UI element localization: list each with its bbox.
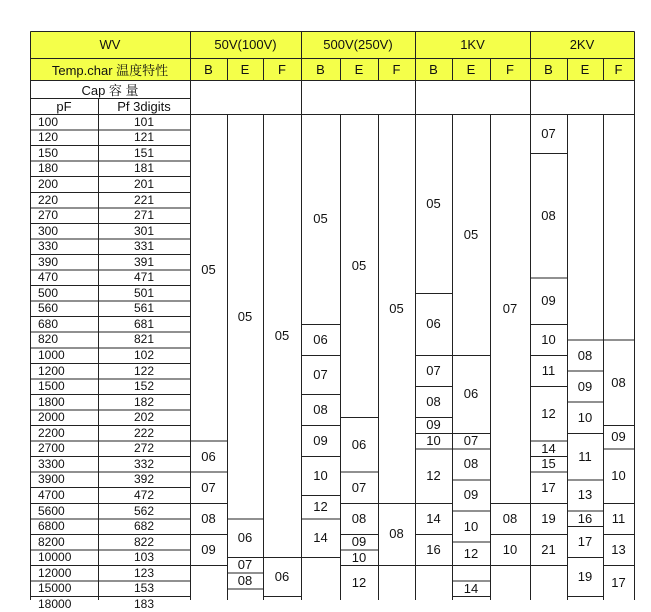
char-header-2: F — [263, 58, 301, 80]
code-cell: 07 — [351, 479, 367, 495]
code-cell: 10 — [313, 468, 328, 484]
code-cell: 09 — [577, 378, 593, 394]
code-value: 202 — [133, 410, 155, 425]
code-cell — [190, 565, 227, 600]
code-cell: 10 — [426, 433, 441, 449]
voltage-header-1: 500V(250V) — [301, 31, 415, 58]
code-cell: 07 — [426, 363, 441, 379]
pf-value: 200 — [38, 176, 59, 191]
code-cell: 09 — [541, 293, 556, 309]
pf-value: 2000 — [38, 410, 65, 425]
code-value: 821 — [133, 332, 155, 347]
code-cell — [567, 596, 603, 600]
code-cell — [227, 588, 263, 600]
code-value: 123 — [133, 565, 155, 580]
code-value: 102 — [133, 348, 155, 363]
code-cell: 07 — [463, 433, 479, 449]
code-cell: 08 — [351, 510, 367, 526]
code-cell — [378, 565, 415, 600]
char-header-11: F — [603, 58, 634, 80]
code-cell: 17 — [541, 479, 556, 495]
code-cell: 14 — [463, 580, 479, 596]
code-cell: 12 — [426, 468, 441, 484]
wv-header: WV — [30, 31, 190, 58]
pf-value: 330 — [38, 239, 59, 254]
code-cell: 05 — [389, 300, 404, 316]
code-cell: 19 — [541, 510, 556, 526]
code-value: 562 — [133, 503, 155, 518]
pf-value: 3900 — [38, 472, 65, 487]
code-cell — [530, 565, 567, 600]
code-cell: 06 — [426, 316, 441, 332]
pf-value: 680 — [38, 316, 59, 331]
code-cell: 12 — [313, 499, 328, 515]
code-cell: 07 — [502, 300, 518, 316]
code-value: 822 — [133, 534, 155, 549]
pf-value: 820 — [38, 332, 59, 347]
char-header-0: B — [190, 58, 227, 80]
code-cell: 08 — [389, 526, 404, 542]
code-cell: 07 — [313, 366, 328, 382]
pf-value: 120 — [38, 130, 59, 145]
code-cell: 06 — [237, 530, 253, 546]
code-cell: 08 — [541, 207, 556, 223]
code-cell: 10 — [577, 409, 593, 425]
code-cell: 09 — [611, 429, 626, 445]
code-value: 501 — [133, 285, 155, 300]
code-cell: 08 — [426, 394, 441, 410]
code-cell: 10 — [463, 518, 479, 534]
code-cell — [567, 114, 603, 339]
pf-value: 560 — [38, 301, 59, 316]
code-value: 331 — [133, 239, 155, 254]
code-cell: 10 — [611, 468, 626, 484]
code-cell: 06 — [313, 331, 328, 347]
char-header-1: E — [227, 58, 263, 80]
code-cell: 09 — [313, 433, 328, 449]
code-cell: 15 — [541, 456, 556, 472]
code-value: 101 — [133, 114, 155, 129]
code-cell: 13 — [611, 541, 626, 557]
code-cell: 08 — [577, 347, 593, 363]
code-cell — [452, 596, 490, 600]
code-cell: 08 — [611, 374, 626, 390]
code-value: 681 — [133, 316, 155, 331]
code-cell: 06 — [201, 448, 216, 464]
code-value: 153 — [133, 581, 155, 596]
pf-value: 500 — [38, 285, 59, 300]
char-header-8: F — [490, 58, 530, 80]
code-cell: 07 — [201, 479, 216, 495]
code-cell: 14 — [313, 530, 328, 546]
code-cell: 05 — [201, 262, 216, 277]
pf-value: 4700 — [38, 487, 65, 502]
pf-value: 1800 — [38, 394, 65, 409]
pf-value: 5600 — [38, 503, 65, 518]
pf-value: 6800 — [38, 519, 65, 534]
code-value: 201 — [133, 176, 155, 191]
code-cell: 13 — [577, 487, 593, 503]
code-cell: 10 — [502, 541, 518, 557]
voltage-header-3: 2KV — [530, 31, 634, 58]
code-cell: 05 — [351, 258, 367, 274]
code-cell: 21 — [541, 541, 556, 557]
code-cell — [603, 114, 634, 339]
code-value: 183 — [133, 596, 155, 611]
code-value: 271 — [133, 208, 155, 223]
code-cell: 11 — [578, 448, 592, 464]
pf-value: 12000 — [38, 565, 72, 580]
char-header-4: E — [340, 58, 378, 80]
pf-value: 2200 — [38, 425, 65, 440]
code-cell: 08 — [463, 456, 479, 472]
code-cell: 06 — [463, 386, 479, 402]
code-value: 221 — [133, 192, 155, 207]
code-cell: 12 — [463, 545, 479, 561]
char-header-5: F — [378, 58, 415, 80]
pf-value: 3300 — [38, 456, 65, 471]
code-cell: 17 — [611, 574, 626, 590]
code-value: 121 — [133, 130, 155, 145]
code-cell: 10 — [351, 549, 367, 565]
code-value: 152 — [133, 379, 155, 394]
code-value: 103 — [133, 550, 155, 565]
code-cell: 19 — [577, 569, 593, 585]
cap-label: Cap 容 量 — [81, 82, 139, 98]
pf-value: 220 — [38, 192, 59, 207]
pf-value: 8200 — [38, 534, 65, 549]
pf-value: 1000 — [38, 348, 65, 363]
code-cell: 05 — [313, 211, 328, 227]
code-value: 122 — [133, 363, 155, 378]
code-value: 471 — [133, 270, 155, 285]
char-header-7: E — [452, 58, 490, 80]
code-value: 151 — [133, 145, 155, 160]
pf-value: 2700 — [38, 441, 65, 456]
code-cell: 08 — [313, 401, 328, 417]
code-cell: 05 — [426, 195, 441, 211]
code-cell: 05 — [463, 227, 479, 242]
pf-value: 270 — [38, 208, 59, 223]
pf-value: 18000 — [38, 596, 72, 611]
code-value: 392 — [133, 472, 155, 487]
code-cell: 10 — [541, 331, 556, 347]
pf-value: 1200 — [38, 363, 65, 378]
code-cell: 14 — [541, 440, 556, 456]
code-cell: 08 — [237, 572, 253, 588]
code-cell — [452, 565, 490, 581]
code-cell: 09 — [201, 541, 216, 557]
code-cell: 11 — [541, 363, 556, 379]
code-cell: 07 — [237, 557, 253, 573]
temp-char-header: Temp.char 温度特性 — [30, 58, 190, 80]
code-value: 561 — [133, 301, 155, 316]
code-cell: 05 — [237, 308, 253, 324]
code-value: 682 — [133, 519, 155, 534]
code-cell: 09 — [426, 417, 441, 433]
code-cell: 09 — [463, 487, 479, 503]
voltage-header-2: 1KV — [415, 31, 530, 58]
code-cell: 07 — [541, 125, 556, 141]
pf-value: 390 — [38, 254, 59, 269]
pf-value: 300 — [38, 223, 59, 238]
code-cell: 12 — [351, 574, 367, 590]
code-cell: 06 — [351, 436, 367, 452]
pf-value: 100 — [38, 114, 59, 129]
pf-value: 10000 — [38, 550, 72, 565]
code-value: 332 — [133, 456, 155, 471]
code-cell: 16 — [426, 541, 441, 557]
code-value: 182 — [133, 394, 155, 409]
code-cell: 17 — [577, 534, 593, 550]
code-cell — [415, 565, 452, 600]
code-cell — [263, 596, 301, 600]
pf3-column-label: Pf 3digits — [117, 98, 171, 114]
code-value: 272 — [133, 441, 155, 456]
code-cell: 16 — [577, 510, 593, 526]
char-header-9: B — [530, 58, 567, 80]
char-header-6: B — [415, 58, 452, 80]
code-cell: 12 — [541, 405, 556, 421]
voltage-header-0: 50V(100V) — [190, 31, 301, 58]
pf-value: 15000 — [38, 581, 72, 596]
code-value: 222 — [133, 425, 155, 440]
code-value: 391 — [133, 254, 155, 269]
code-cell — [301, 557, 340, 600]
pf-value: 150 — [38, 145, 59, 160]
code-cell: 11 — [611, 510, 626, 526]
code-cell: 05 — [274, 328, 290, 344]
pf-value: 180 — [38, 161, 59, 176]
char-header-3: B — [301, 58, 340, 80]
pf-column-label: pF — [56, 98, 72, 114]
pf-value: 1500 — [38, 379, 65, 394]
code-value: 301 — [133, 223, 155, 238]
char-header-10: E — [567, 58, 603, 80]
code-cell: 06 — [274, 569, 290, 585]
code-cell: 08 — [201, 510, 216, 526]
code-value: 181 — [133, 161, 155, 176]
code-cell: 09 — [351, 534, 367, 550]
code-value: 472 — [133, 487, 155, 502]
code-cell — [490, 565, 530, 600]
code-cell: 14 — [426, 510, 441, 526]
pf-value: 470 — [38, 270, 59, 285]
code-cell: 08 — [502, 510, 518, 526]
